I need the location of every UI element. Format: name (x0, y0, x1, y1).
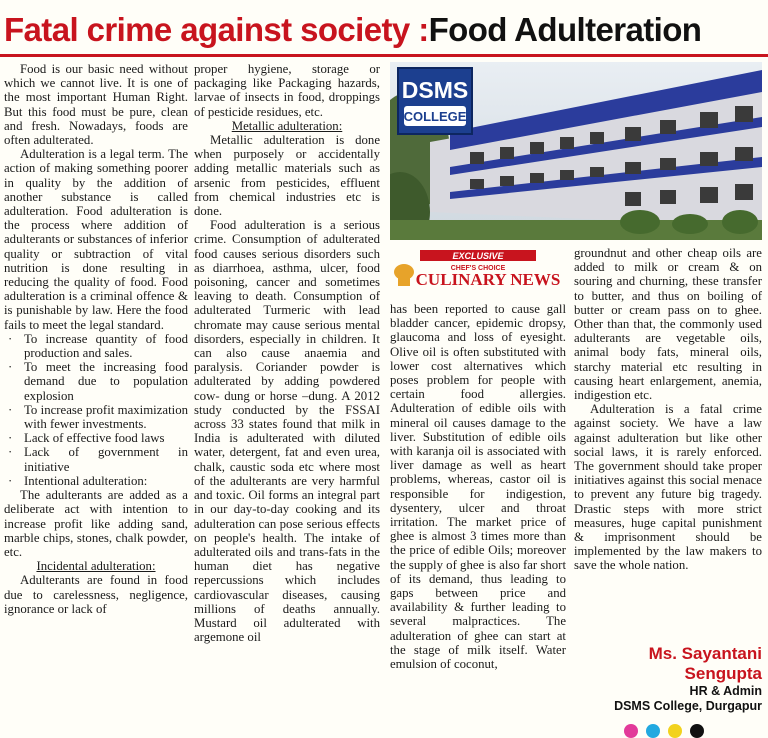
col1-paragraph-3: The adulterants are added as a deliberate act with intention to increase profit like adding sand, marble chips, stones, chalk powder, etc. (4, 488, 188, 559)
col2-paragraph-2: Metallic adulteration is done when purposely or accidentally adding metallic materials such as arsenic from pesticides, effluent from chemical industries etc is done. (194, 133, 380, 219)
badge-chefs-choice: CHEF'S CHOICE (450, 265, 506, 272)
badge-culinary-news: CULINARY NEWS (415, 270, 561, 289)
culinary-news-badge (390, 248, 566, 292)
headline-rule (0, 54, 768, 57)
col1-paragraph-4: Adulterants are found in food due to carelessness, negligence, ignorance or lack of (4, 573, 188, 616)
metallic-heading: Metallic adulteration: (231, 118, 343, 133)
reasons-list (4, 332, 188, 488)
college-photo (390, 62, 762, 240)
chef-hat-icon (394, 264, 414, 286)
author-block (574, 644, 762, 714)
sign-text-college: COLLEGE (403, 109, 467, 124)
list-item: · To increase profit maximization with fewer investments. (4, 403, 188, 431)
print-dot-cyan (646, 724, 660, 738)
list-item: · To meet the increasing food demand due to population explosion (4, 360, 188, 403)
col2-paragraph-1: proper hygiene, storage or packaging like Packaging hazards, larvae of insects in food, droppings of pesticide residues, etc. (194, 62, 380, 119)
headline-red: Fatal crime against society : (4, 11, 429, 48)
headline-black: Food Adulteration (428, 11, 702, 48)
author-name-line-2: Sengupta (684, 664, 762, 683)
list-item: · Intentional adulteration: (4, 474, 188, 488)
col4-paragraph-1: groundnut and other cheap oils are added to milk or cream & on souring and churning, these transfer to butter, and thus on boiling of butter or cream pass on to ghee. Other than that, the commonly used adulterants are vegetable oils, animal body fats, mineral oils, starchy material etc resulting in causing heart enlargement, anemia, indigestion etc. (574, 246, 762, 403)
print-dot-yellow (668, 724, 682, 738)
column-1 (4, 62, 188, 616)
column-3 (390, 302, 566, 671)
author-name-line-1: Ms. Sayantani (648, 644, 762, 663)
building-illustration (390, 62, 762, 240)
col1-paragraph-1: Food is our basic need without which we cannot live. It is one of the most important Human Right. But this food must be pure, clean and fresh. Nowadays, foods are often adulterated. (4, 62, 188, 148)
list-item: · Lack of effective food laws (4, 431, 188, 445)
col4-paragraph-2: Adulteration is a fatal crime against society. We have a law against adulteration but like other social laws, it is rarely enforced. The government should take proper initiatives against this social menace to prevent any future big tragedy. Drastic steps with more strict measures, huge capital punishment & imprisonment should be implemented by the law makers to save the whole nation. (574, 402, 762, 573)
col1-paragraph-2: Adulteration is a legal term. The action of making something poorer in quality by the addition of another substance is called adulteration. Food adulteration is the process where addition of adulterants or substances of inferior quality or subtraction of vital nutrition is done resulting in reducing the quality of food. Food adulteration is a criminal offence & is punishable by law. Here the food fails to meet the legal standard. (4, 147, 188, 332)
author-role: HR & Admin (689, 684, 762, 698)
author-org: DSMS College, Durgapur (614, 699, 762, 713)
column-2 (194, 62, 380, 644)
col3-paragraph-1: has been reported to cause gall bladder cancer, epidemic dropsy, glaucoma and loss of eyesight. Olive oil is often substituted with lower cost alternatives which poses problem for people with certain food allergies. Adulteration of edible oils with mineral oil causes damage to the liver. Substitution of edible oils with karanja oil is associated with liver damage as well as heart problems, whereas, castor oil is responsible for indigestion, dysentery, ulcer and throat irritation. The market price of ghee is almost 3 times more than the price of edible Oils; moreover the supply of ghee is also far short of its demand, thus leading to gaps between price and availability & further leading to several malpractices. The adulteration of ghee can start at the stage of milk itself. Water emulsion of coconut, (390, 302, 566, 672)
incidental-heading: Incidental adulteration: (36, 559, 156, 574)
print-dot-black (690, 724, 704, 738)
sign-text-dsms: DSMS (401, 77, 469, 103)
article-headline (4, 8, 764, 52)
col2-paragraph-3: Food adulteration is a serious crime. Consumption of adulterated food causes serious disorders such as diarrhoea, asthma, ulcer, food poisoning, cancer and sometimes leaving to death. Consumption of adulterated Turmeric with lead chromate may cause serious mental disorders, especially in children. It can also cause anaemia and paralysis. Coriander powder is adulterated by adding powdered cow- dung or horse –dung. A 2012 study conducted by the FSSAI across 33 states found that milk in India is adulterated with diluted water, detergent, fat and even urea, chalk, caustic soda etc where most of the adulterants are very harmful and toxic. Oil forms an integral part in our day-to-day cooking and its adulteration can pose serious effects on people's health. The intake of adulterated oils and trans-fats in the human diet has negative repercussions which includes cardiovascular diseases, causing millions of deaths annually. Mustard oil adulterated with argemone oil (194, 218, 380, 645)
culinary-badge-graphic (390, 248, 566, 292)
list-item: · Lack of government in initiative (4, 445, 188, 473)
column-4 (574, 246, 762, 573)
list-item: · To increase quantity of food production and sales. (4, 332, 188, 360)
badge-exclusive: EXCLUSIVE (452, 251, 504, 261)
print-dot-magenta (624, 724, 638, 738)
